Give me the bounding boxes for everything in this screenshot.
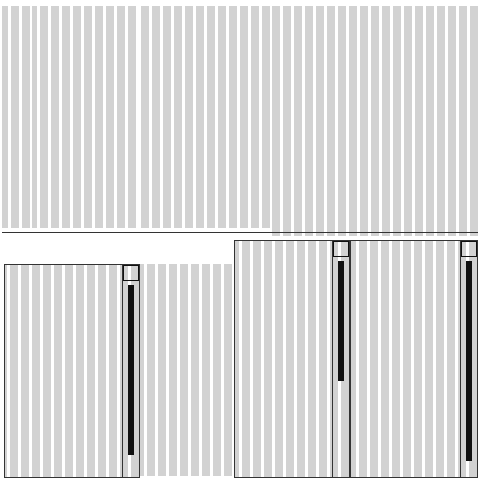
section-two-heading-strip: [460, 241, 477, 477]
top-right-column: [272, 6, 478, 236]
section-four-number: [123, 265, 139, 281]
section-four: [4, 264, 140, 478]
section-four-heading-strip: [122, 265, 139, 477]
budget-column: [138, 6, 270, 228]
section-three-heading-strip: [332, 241, 349, 477]
section-four-heading: [128, 285, 134, 455]
section-three: [234, 240, 350, 478]
budget-detail-column: [32, 6, 136, 228]
left-edge-column: [2, 6, 30, 228]
section-two-number: [461, 241, 477, 257]
section-two-heading: [466, 261, 472, 461]
section-two: [350, 240, 478, 478]
lower-middle-column: [140, 264, 232, 476]
section-three-heading: [338, 261, 344, 381]
section-three-number: [333, 241, 349, 257]
